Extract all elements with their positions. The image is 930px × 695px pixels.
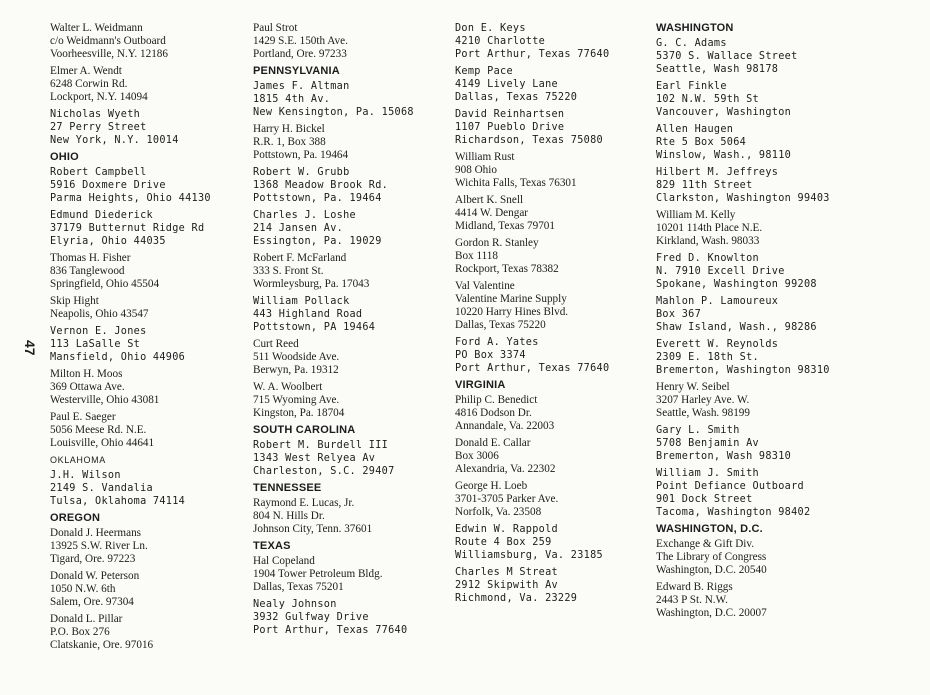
- address-line: Neapolis, Ohio 43547: [50, 308, 149, 320]
- address-entry: [656, 538, 881, 577]
- address-line: Elyria, Ohio 44035: [50, 236, 166, 247]
- entry-name: Edmund Diederick: [50, 210, 153, 221]
- address-entry: [253, 497, 448, 536]
- address-line: Port Arthur, Texas 77640: [455, 363, 610, 374]
- address-entry: [656, 467, 881, 519]
- address-entry: [50, 527, 240, 566]
- address-line: 2912 Skipwith Av: [455, 580, 558, 591]
- address-entry: [50, 209, 240, 248]
- entry-name: Hal Copeland: [253, 555, 315, 567]
- entry-name: Harry H. Bickel: [253, 123, 325, 135]
- address-line: P.O. Box 276: [50, 626, 110, 638]
- address-entry: [656, 37, 881, 76]
- entry-name: Robert F. McFarland: [253, 252, 347, 264]
- address-entry: [253, 166, 448, 205]
- address-line: Box 367: [656, 309, 702, 320]
- address-line: Seattle, Wash. 98199: [656, 407, 750, 419]
- entry-name: Vernon E. Jones: [50, 326, 147, 337]
- address-entry: [50, 65, 240, 104]
- entry-name: Milton H. Moos: [50, 368, 123, 380]
- entry-name: G. C. Adams: [656, 38, 727, 49]
- entry-name: Albert K. Snell: [455, 194, 524, 206]
- address-entry: [50, 252, 240, 291]
- entry-name: Donald J. Heermans: [50, 527, 142, 539]
- address-line: Washington, D.C. 20007: [656, 607, 767, 619]
- entry-name: James F. Altman: [253, 81, 350, 92]
- address-entry: [455, 237, 655, 276]
- address-line: Pottstown, Pa. 19464: [253, 193, 382, 204]
- address-line: Washington, D.C. 20540: [656, 564, 767, 576]
- address-line: Westerville, Ohio 43081: [50, 394, 160, 406]
- address-entry: [50, 166, 240, 205]
- entry-name: Nicholas Wyeth: [50, 109, 141, 120]
- address-entry: [455, 437, 655, 476]
- address-line: 10201 114th Place N.E.: [656, 222, 763, 234]
- address-line: Kingston, Pa. 18704: [253, 407, 345, 419]
- address-entry: [455, 151, 655, 190]
- address-line: 829 11th Street: [656, 180, 753, 191]
- address-line: 1815 4th Av.: [253, 94, 331, 105]
- address-line: 3207 Harley Ave. W.: [656, 394, 750, 406]
- address-entry: [50, 22, 240, 61]
- address-line: 113 LaSalle St: [50, 339, 141, 350]
- address-line: 10220 Harry Hines Blvd.: [455, 306, 569, 318]
- address-line: 1368 Meadow Brook Rd.: [253, 180, 389, 191]
- address-entry: [656, 252, 881, 291]
- address-entry: [50, 108, 240, 147]
- entry-name: Val Valentine: [455, 280, 515, 292]
- address-entry: [50, 325, 240, 364]
- address-line: 901 Dock Street: [656, 494, 753, 505]
- address-line: 4414 W. Dengar: [455, 207, 529, 219]
- entry-name: Robert Campbell: [50, 167, 147, 178]
- entry-name: Gary L. Smith: [656, 425, 740, 436]
- state-heading: PENNSYLVANIA: [253, 65, 340, 77]
- address-entry: [455, 394, 655, 433]
- entry-name: Skip Hight: [50, 295, 99, 307]
- address-line: 5708 Benjamin Av: [656, 438, 759, 449]
- address-line: Tigard, Ore. 97223: [50, 553, 136, 565]
- directory-column-4: [656, 22, 881, 624]
- address-line: Pottstown, Pa. 19464: [253, 149, 349, 161]
- directory-column-3: [455, 22, 655, 609]
- address-line: Valentine Marine Supply: [455, 293, 567, 305]
- state-heading: TENNESSEE: [253, 482, 322, 494]
- entry-name: Allen Haugen: [656, 124, 734, 135]
- address-line: Dallas, Texas 75220: [455, 92, 578, 103]
- address-entry: [50, 613, 240, 652]
- address-line: 3932 Gulfway Drive: [253, 612, 369, 623]
- address-line: Dallas, Texas 75201: [253, 581, 344, 593]
- address-line: 1904 Tower Petroleum Bldg.: [253, 568, 383, 580]
- address-line: Tulsa, Oklahoma 74114: [50, 496, 186, 507]
- entry-name: Edwin W. Rappold: [455, 524, 558, 535]
- address-line: 369 Ottawa Ave.: [50, 381, 125, 393]
- address-line: Box 1118: [455, 250, 498, 262]
- address-line: Rockport, Texas 78382: [455, 263, 559, 275]
- entry-name: William Pollack: [253, 296, 350, 307]
- page-number: 47: [22, 340, 38, 356]
- directory-column-2: [253, 22, 448, 641]
- address-entry: [455, 336, 655, 375]
- address-line: Charleston, S.C. 29407: [253, 466, 395, 477]
- entry-name: Donald L. Pillar: [50, 613, 123, 625]
- entry-name: Hilbert M. Jeffreys: [656, 167, 779, 178]
- address-entry: [656, 581, 881, 620]
- address-line: New Kensington, Pa. 15068: [253, 107, 414, 118]
- address-line: 715 Wyoming Ave.: [253, 394, 340, 406]
- address-entry: [253, 252, 448, 291]
- address-entry: [656, 166, 881, 205]
- address-line: Annandale, Va. 22003: [455, 420, 555, 432]
- entry-name: Curt Reed: [253, 338, 299, 350]
- entry-name: Fred D. Knowlton: [656, 253, 759, 264]
- address-line: PO Box 3374: [455, 350, 526, 361]
- entry-name: J.H. Wilson: [50, 470, 121, 481]
- entry-name: Walter L. Weidmann: [50, 22, 143, 34]
- entry-name: William M. Kelly: [656, 209, 736, 221]
- address-line: Spokane, Washington 99208: [656, 279, 817, 290]
- address-line: Wormleysburg, Pa. 17043: [253, 278, 370, 290]
- entry-name: Paul E. Saeger: [50, 411, 116, 423]
- state-heading: OREGON: [50, 512, 101, 524]
- address-entry: [50, 469, 240, 508]
- address-line: Midland, Texas 79701: [455, 220, 555, 232]
- entry-name: Charles M Streat: [455, 567, 558, 578]
- address-line: Springfield, Ohio 45504: [50, 278, 160, 290]
- address-line: Port Arthur, Texas 77640: [455, 49, 610, 60]
- entry-name: Earl Finkle: [656, 81, 727, 92]
- address-line: Clatskanie, Ore. 97016: [50, 639, 154, 651]
- address-line: 4210 Charlotte: [455, 36, 546, 47]
- address-entry: [455, 22, 655, 61]
- address-line: 511 Woodside Ave.: [253, 351, 340, 363]
- address-entry: [253, 22, 448, 61]
- address-line: Wichita Falls, Texas 76301: [455, 177, 577, 189]
- address-entry: [656, 123, 881, 162]
- address-entry: [455, 566, 655, 605]
- address-line: 333 S. Front St.: [253, 265, 324, 277]
- address-line: Norfolk, Va. 23508: [455, 506, 542, 518]
- entry-name: Everett W. Reynolds: [656, 339, 779, 350]
- address-entry: [455, 480, 655, 519]
- address-line: Rte 5 Box 5064: [656, 137, 747, 148]
- entry-name: William J. Smith: [656, 468, 759, 479]
- address-line: R.R. 1, Box 388: [253, 136, 326, 148]
- address-line: 5916 Doxmere Drive: [50, 180, 166, 191]
- address-line: Louisville, Ohio 44641: [50, 437, 155, 449]
- state-heading: VIRGINIA: [455, 379, 506, 391]
- address-line: Richardson, Texas 75080: [455, 135, 603, 146]
- address-entry: [50, 368, 240, 407]
- address-line: 2443 P St. N.W.: [656, 594, 728, 606]
- state-heading: OHIO: [50, 151, 79, 163]
- address-line: New York, N.Y. 10014: [50, 135, 179, 146]
- address-entry: [656, 80, 881, 119]
- address-line: 5056 Meese Rd. N.E.: [50, 424, 147, 436]
- address-entry: [253, 555, 448, 594]
- address-line: Winslow, Wash., 98110: [656, 150, 792, 161]
- address-entry: [50, 295, 240, 321]
- entry-name: Nealy Johnson: [253, 599, 337, 610]
- address-line: Port Arthur, Texas 77640: [253, 625, 408, 636]
- directory-column-1: [50, 22, 240, 656]
- address-line: 2149 S. Vandalia: [50, 483, 153, 494]
- entry-name: Robert W. Grubb: [253, 167, 350, 178]
- entry-name: David Reinhartsen: [455, 109, 565, 120]
- address-line: 3701-3705 Parker Ave.: [455, 493, 559, 505]
- address-line: Berwyn, Pa. 19312: [253, 364, 339, 376]
- address-entry: [253, 209, 448, 248]
- address-line: Richmond, Va. 23229: [455, 593, 578, 604]
- address-line: 1050 N.W. 6th: [50, 583, 116, 595]
- address-line: Bremerton, Washington 98310: [656, 365, 830, 376]
- entry-name: Gordon R. Stanley: [455, 237, 539, 249]
- address-line: 836 Tanglewood: [50, 265, 125, 277]
- address-entry: [455, 523, 655, 562]
- address-line: 1107 Pueblo Drive: [455, 122, 565, 133]
- entry-name: Elmer A. Wendt: [50, 65, 122, 77]
- address-line: Williamsburg, Va. 23185: [455, 550, 603, 561]
- entry-name: William Rust: [455, 151, 515, 163]
- address-line: 443 Highland Road: [253, 309, 363, 320]
- address-entry: [253, 295, 448, 334]
- entry-name: Mahlon P. Lamoureux: [656, 296, 779, 307]
- address-line: Tacoma, Washington 98402: [656, 507, 811, 518]
- entry-name: Donald W. Peterson: [50, 570, 140, 582]
- address-entry: [455, 280, 655, 332]
- address-line: 804 N. Hills Dr.: [253, 510, 325, 522]
- entry-name: Donald E. Callar: [455, 437, 531, 449]
- address-entry: [455, 108, 655, 147]
- address-entry: [656, 338, 881, 377]
- address-entry: [656, 424, 881, 463]
- address-entry: [253, 123, 448, 162]
- address-entry: [656, 381, 881, 420]
- address-line: 6248 Corwin Rd.: [50, 78, 128, 90]
- address-line: Portland, Ore. 97233: [253, 48, 347, 60]
- address-line: Parma Heights, Ohio 44130: [50, 193, 211, 204]
- entry-name: Philip C. Benedict: [455, 394, 538, 406]
- address-line: Point Defiance Outboard: [656, 481, 804, 492]
- address-line: Essington, Pa. 19029: [253, 236, 382, 247]
- entry-name: Kemp Pace: [455, 66, 513, 77]
- address-line: Kirkland, Wash. 98033: [656, 235, 760, 247]
- address-line: Lockport, N.Y. 14094: [50, 91, 148, 103]
- address-line: 102 N.W. 59th St: [656, 94, 759, 105]
- state-heading: SOUTH CAROLINA: [253, 424, 356, 436]
- entry-name: Charles J. Loshe: [253, 210, 356, 221]
- address-line: Vancouver, Washington: [656, 107, 792, 118]
- address-entry: [253, 381, 448, 420]
- address-line: Johnson City, Tenn. 37601: [253, 523, 373, 535]
- state-heading: OKLAHOMA: [50, 455, 106, 465]
- address-line: Bremerton, Wash 98310: [656, 451, 792, 462]
- address-line: 13925 S.W. River Ln.: [50, 540, 148, 552]
- entry-name: Henry W. Seibel: [656, 381, 730, 393]
- address-line: 1343 West Relyea Av: [253, 453, 376, 464]
- address-entry: [253, 439, 448, 478]
- entry-name: W. A. Woolbert: [253, 381, 323, 393]
- address-line: 4149 Lively Lane: [455, 79, 558, 90]
- entry-name: Raymond E. Lucas, Jr.: [253, 497, 355, 509]
- address-entry: [455, 194, 655, 233]
- address-entry: [656, 295, 881, 334]
- address-line: Salem, Ore. 97304: [50, 596, 134, 608]
- entry-name: Ford A. Yates: [455, 337, 539, 348]
- entry-name: Robert M. Burdell III: [253, 440, 389, 451]
- address-line: 4816 Dodson Dr.: [455, 407, 532, 419]
- address-line: N. 7910 Excell Drive: [656, 266, 785, 277]
- entry-name: Thomas H. Fisher: [50, 252, 131, 264]
- address-line: 2309 E. 18th St.: [656, 352, 759, 363]
- address-entry: [50, 570, 240, 609]
- address-line: c/o Weidmann's Outboard: [50, 35, 166, 47]
- address-entry: [50, 411, 240, 450]
- address-line: Shaw Island, Wash., 98286: [656, 322, 817, 333]
- address-entry: [253, 338, 448, 377]
- entry-name: Exchange & Gift Div.: [656, 538, 755, 550]
- address-entry: [455, 65, 655, 104]
- address-line: 214 Jansen Av.: [253, 223, 344, 234]
- entry-name: George H. Loeb: [455, 480, 528, 492]
- address-line: Clarkston, Washington 99403: [656, 193, 830, 204]
- state-heading: WASHINGTON, D.C.: [656, 523, 763, 535]
- address-entry: [253, 598, 448, 637]
- address-line: Pottstown, PA 19464: [253, 322, 376, 333]
- state-heading: TEXAS: [253, 540, 291, 552]
- address-line: Voorheesville, N.Y. 12186: [50, 48, 168, 60]
- address-line: 5370 S. Wallace Street: [656, 51, 798, 62]
- address-line: The Library of Congress: [656, 551, 767, 563]
- address-line: Alexandria, Va. 22302: [455, 463, 556, 475]
- address-line: Seattle, Wash 98178: [656, 64, 779, 75]
- address-line: Box 3006: [455, 450, 499, 462]
- address-line: 37179 Butternut Ridge Rd: [50, 223, 205, 234]
- address-line: 27 Perry Street: [50, 122, 147, 133]
- address-line: 1429 S.E. 150th Ave.: [253, 35, 348, 47]
- entry-name: Don E. Keys: [455, 23, 526, 34]
- state-heading: WASHINGTON: [656, 22, 734, 34]
- address-line: Mansfield, Ohio 44906: [50, 352, 186, 363]
- address-line: Route 4 Box 259: [455, 537, 552, 548]
- address-entry: [656, 209, 881, 248]
- address-entry: [253, 80, 448, 119]
- entry-name: Paul Strot: [253, 22, 298, 34]
- address-line: Dallas, Texas 75220: [455, 319, 546, 331]
- entry-name: Edward B. Riggs: [656, 581, 733, 593]
- address-line: 908 Ohio: [455, 164, 497, 176]
